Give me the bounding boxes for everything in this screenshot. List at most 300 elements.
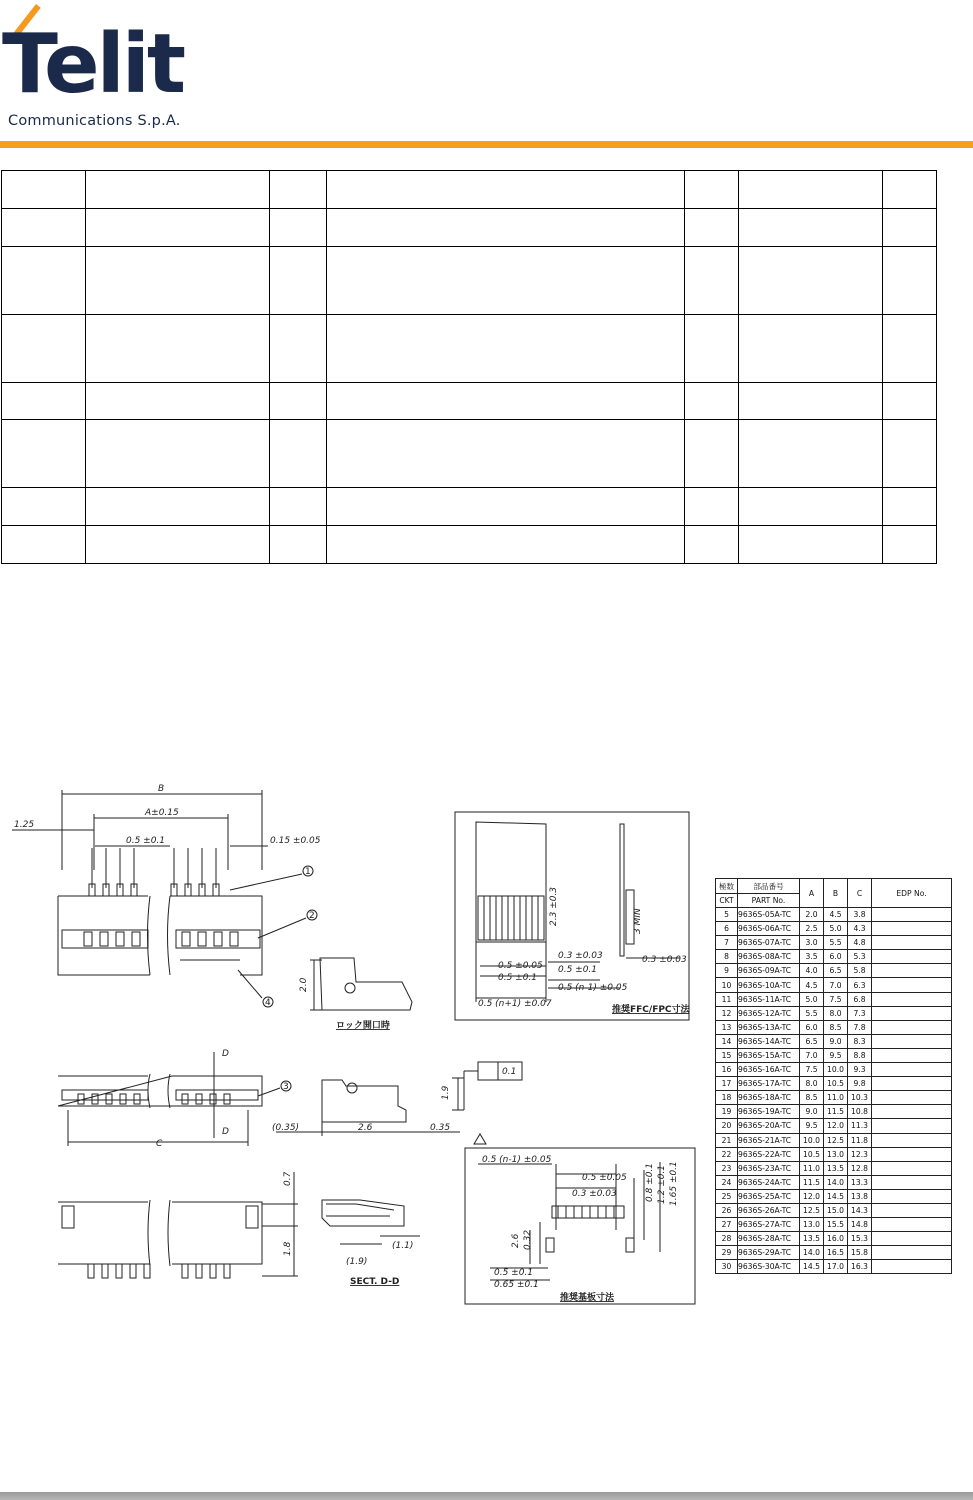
revision-table-cell xyxy=(327,171,685,209)
revision-table-cell xyxy=(270,315,327,383)
revision-table-cell xyxy=(739,247,883,315)
part-cell: 6.0 xyxy=(824,950,848,964)
part-cell: 3.5 xyxy=(800,950,824,964)
part-cell: 3.0 xyxy=(800,936,824,950)
part-cell: 9636S-30A-TC xyxy=(738,1260,800,1274)
part-cell: 9.5 xyxy=(800,1119,824,1133)
pcb-dim-0-65: 0.65 ±0.1 xyxy=(494,1280,539,1290)
revision-table-cell xyxy=(327,420,685,488)
part-row xyxy=(716,1246,952,1260)
revision-table-cell xyxy=(270,209,327,247)
part-cell xyxy=(872,1203,952,1217)
fpc-dim-0-5-b: 0.5 ±0.1 xyxy=(558,965,598,975)
fpc-dim-0-3-b: 0.3 ±0.03 xyxy=(642,955,687,965)
callout-1: 1 xyxy=(305,867,311,877)
part-cell: 9636S-16A-TC xyxy=(738,1063,800,1077)
part-cell: 8.0 xyxy=(824,1006,848,1020)
revision-table-cell xyxy=(685,209,739,247)
revision-table-cell xyxy=(327,488,685,526)
part-cell: 9636S-24A-TC xyxy=(738,1175,800,1189)
revision-table-cell xyxy=(2,383,86,420)
part-cell xyxy=(872,1048,952,1062)
part-cell: 13 xyxy=(716,1020,738,1034)
part-cell: 9636S-21A-TC xyxy=(738,1133,800,1147)
part-cell xyxy=(872,950,952,964)
part-cell xyxy=(872,1119,952,1133)
revision-table-cell xyxy=(270,488,327,526)
part-cell: 10.0 xyxy=(824,1063,848,1077)
part-cell: 7.5 xyxy=(800,1063,824,1077)
callout-4: 4 xyxy=(265,998,271,1008)
part-cell: 9636S-17A-TC xyxy=(738,1077,800,1091)
part-cell: 25 xyxy=(716,1189,738,1203)
dim-2-0: 2.0 xyxy=(299,977,309,992)
header-edp: EDP No. xyxy=(872,879,952,908)
revision-table-cell xyxy=(2,315,86,383)
part-cell xyxy=(872,936,952,950)
part-cell: 21 xyxy=(716,1133,738,1147)
part-cell xyxy=(872,908,952,922)
part-cell: 9636S-23A-TC xyxy=(738,1161,800,1175)
part-cell: 2.5 xyxy=(800,922,824,936)
part-cell: 15.3 xyxy=(848,1232,872,1246)
dim-1-25: 1.25 xyxy=(14,820,35,830)
part-number-table xyxy=(715,878,952,1274)
part-cell: 10 xyxy=(716,978,738,992)
part-cell: 6.8 xyxy=(848,992,872,1006)
revision-table-cell xyxy=(883,247,937,315)
fpc-dim-3-min: 3 MIN xyxy=(633,908,643,934)
part-cell: 9.0 xyxy=(800,1105,824,1119)
revision-table-cell xyxy=(883,420,937,488)
part-cell xyxy=(872,1161,952,1175)
part-cell: 5.0 xyxy=(824,922,848,936)
part-cell: 14.0 xyxy=(800,1246,824,1260)
header-c: C xyxy=(848,879,872,908)
part-cell: 10.3 xyxy=(848,1091,872,1105)
part-cell: 11.0 xyxy=(824,1091,848,1105)
revision-table-cell xyxy=(685,315,739,383)
revision-table-cell xyxy=(685,247,739,315)
part-cell: 14.5 xyxy=(824,1189,848,1203)
part-cell xyxy=(872,992,952,1006)
part-cell: 7.0 xyxy=(824,978,848,992)
revision-table-cell xyxy=(739,171,883,209)
dim-0-35-ref: (0.35) xyxy=(272,1123,300,1133)
part-cell: 14.5 xyxy=(800,1260,824,1274)
part-cell: 7.8 xyxy=(848,1020,872,1034)
part-cell xyxy=(872,1147,952,1161)
revision-table-cell xyxy=(270,526,327,564)
fpc-label: 推奨FFC/FPC寸法 xyxy=(612,1005,690,1015)
part-cell: 4.5 xyxy=(824,908,848,922)
part-cell: 9636S-11A-TC xyxy=(738,992,800,1006)
part-cell: 10.0 xyxy=(800,1133,824,1147)
dim-pitch: 0.5 ±0.1 xyxy=(126,836,166,846)
dim-0-35: 0.35 xyxy=(430,1123,451,1133)
part-cell xyxy=(872,1020,952,1034)
pcb-dim-0-5: 0.5 ±0.05 xyxy=(582,1173,627,1183)
part-row xyxy=(716,1119,952,1133)
part-cell: 27 xyxy=(716,1218,738,1232)
part-row xyxy=(716,964,952,978)
revision-table-cell xyxy=(739,488,883,526)
part-cell: 22 xyxy=(716,1147,738,1161)
revision-table-row xyxy=(2,315,937,383)
part-cell: 17 xyxy=(716,1077,738,1091)
part-cell: 12.0 xyxy=(800,1189,824,1203)
dim-b: B xyxy=(158,784,165,794)
part-cell: 11.0 xyxy=(800,1161,824,1175)
part-cell: 10.5 xyxy=(824,1077,848,1091)
revision-table-cell xyxy=(685,171,739,209)
part-row xyxy=(716,1189,952,1203)
part-cell xyxy=(872,922,952,936)
part-cell: 9.5 xyxy=(824,1048,848,1062)
revision-table-cell xyxy=(883,488,937,526)
part-cell: 10.5 xyxy=(800,1147,824,1161)
revision-table-row xyxy=(2,171,937,209)
fpc-dim-0-5-a: 0.5 ±0.05 xyxy=(498,961,543,971)
part-cell: 5.3 xyxy=(848,950,872,964)
revision-table-cell xyxy=(86,209,270,247)
part-row xyxy=(716,978,952,992)
part-row xyxy=(716,1161,952,1175)
section-d-d-label: SECT. D-D xyxy=(350,1277,400,1287)
part-cell: 7.0 xyxy=(800,1048,824,1062)
part-cell: 13.3 xyxy=(848,1175,872,1189)
part-cell: 6 xyxy=(716,922,738,936)
part-cell: 30 xyxy=(716,1260,738,1274)
pcb-dim-pitch-n: 0.5 (n-1) ±0.05 xyxy=(482,1155,552,1165)
part-cell: 7.3 xyxy=(848,1006,872,1020)
revision-table-cell xyxy=(2,171,86,209)
part-cell: 11 xyxy=(716,992,738,1006)
revision-table-cell xyxy=(685,383,739,420)
revision-table-cell xyxy=(270,171,327,209)
part-cell xyxy=(872,1034,952,1048)
revision-table-cell xyxy=(86,315,270,383)
label-d-top: D xyxy=(222,1049,229,1059)
revision-table-cell xyxy=(2,247,86,315)
fpc-dim-0-3: 0.3 ±0.03 xyxy=(558,951,603,961)
pcb-dim-0-5-b: 0.5 ±0.1 xyxy=(494,1268,534,1278)
revision-table xyxy=(1,170,937,564)
part-cell: 4.3 xyxy=(848,922,872,936)
part-cell: 9636S-09A-TC xyxy=(738,964,800,978)
part-row xyxy=(716,908,952,922)
pcb-dim-1-2: 1.2 ±0.1 xyxy=(657,1164,667,1204)
revision-table-cell xyxy=(739,383,883,420)
revision-table-cell xyxy=(883,526,937,564)
revision-table-cell xyxy=(327,315,685,383)
dim-c: C xyxy=(156,1139,163,1149)
part-cell: 15.5 xyxy=(824,1218,848,1232)
header-divider xyxy=(0,141,973,148)
part-row xyxy=(716,950,952,964)
part-cell: 12.5 xyxy=(824,1133,848,1147)
dim-1-1-ref: (1.1) xyxy=(392,1241,414,1251)
part-row xyxy=(716,1006,952,1020)
header-part-no: 部品番号 xyxy=(738,879,800,894)
part-cell xyxy=(872,1246,952,1260)
part-cell: 9636S-27A-TC xyxy=(738,1218,800,1232)
part-row xyxy=(716,1203,952,1217)
dim-1-8: 1.8 xyxy=(283,1241,293,1256)
part-cell: 9636S-28A-TC xyxy=(738,1232,800,1246)
header-b: B xyxy=(824,879,848,908)
part-cell: 11.5 xyxy=(824,1105,848,1119)
part-cell: 15 xyxy=(716,1048,738,1062)
revision-table-cell xyxy=(2,420,86,488)
flatness-value: 0.1 xyxy=(502,1067,517,1077)
part-cell: 16.0 xyxy=(824,1232,848,1246)
revision-table-cell xyxy=(86,247,270,315)
part-row xyxy=(716,1260,952,1274)
part-cell: 4.0 xyxy=(800,964,824,978)
part-cell: 9636S-22A-TC xyxy=(738,1147,800,1161)
part-cell xyxy=(872,978,952,992)
pcb-label: 推奨基板寸法 xyxy=(560,1293,615,1303)
part-row xyxy=(716,1232,952,1246)
revision-table-cell xyxy=(270,420,327,488)
part-cell xyxy=(872,1218,952,1232)
part-cell: 26 xyxy=(716,1203,738,1217)
part-cell: 13.0 xyxy=(824,1147,848,1161)
part-cell xyxy=(872,1006,952,1020)
revision-table-cell xyxy=(86,171,270,209)
part-cell: 4.5 xyxy=(800,978,824,992)
callout-2: 2 xyxy=(309,911,315,921)
part-cell: 3.8 xyxy=(848,908,872,922)
part-cell: 8.3 xyxy=(848,1034,872,1048)
pcb-dim-0-32: 0.32 xyxy=(523,1229,533,1250)
part-cell: 9636S-20A-TC xyxy=(738,1119,800,1133)
part-cell xyxy=(872,1189,952,1203)
revision-table-cell xyxy=(739,526,883,564)
part-cell: 9.8 xyxy=(848,1077,872,1091)
part-cell: 23 xyxy=(716,1161,738,1175)
header-part-no-en: PART No. xyxy=(738,894,800,908)
part-row xyxy=(716,1063,952,1077)
part-cell: 16.3 xyxy=(848,1260,872,1274)
header-a: A xyxy=(800,879,824,908)
part-cell: 8 xyxy=(716,950,738,964)
part-cell: 5.5 xyxy=(824,936,848,950)
revision-table-cell xyxy=(685,420,739,488)
part-cell: 16.5 xyxy=(824,1246,848,1260)
part-cell: 12 xyxy=(716,1006,738,1020)
part-cell: 11.5 xyxy=(800,1175,824,1189)
revision-table-cell xyxy=(883,383,937,420)
revision-table-cell xyxy=(883,171,937,209)
part-cell xyxy=(872,1077,952,1091)
revision-table-row xyxy=(2,383,937,420)
part-cell: 9636S-25A-TC xyxy=(738,1189,800,1203)
part-cell: 9636S-10A-TC xyxy=(738,978,800,992)
dim-0-15: 0.15 ±0.05 xyxy=(270,836,321,846)
part-cell: 6.5 xyxy=(800,1034,824,1048)
revision-table-cell xyxy=(327,247,685,315)
part-cell: 5.0 xyxy=(800,992,824,1006)
part-cell: 9636S-13A-TC xyxy=(738,1020,800,1034)
part-cell: 13.8 xyxy=(848,1189,872,1203)
part-cell: 9636S-14A-TC xyxy=(738,1034,800,1048)
part-row xyxy=(716,1034,952,1048)
part-cell: 9636S-06A-TC xyxy=(738,922,800,936)
dim-2-6: 2.6 xyxy=(358,1123,373,1133)
revision-table-cell xyxy=(2,526,86,564)
part-cell: 19 xyxy=(716,1105,738,1119)
revision-table-cell xyxy=(86,383,270,420)
part-cell xyxy=(872,1175,952,1189)
part-cell: 9636S-08A-TC xyxy=(738,950,800,964)
part-cell: 9636S-12A-TC xyxy=(738,1006,800,1020)
revision-table-cell xyxy=(739,209,883,247)
pcb-dim-1-65: 1.65 ±0.1 xyxy=(669,1161,679,1206)
revision-table-cell xyxy=(270,383,327,420)
part-cell: 9636S-18A-TC xyxy=(738,1091,800,1105)
part-row xyxy=(716,1077,952,1091)
part-cell: 5.5 xyxy=(800,1006,824,1020)
part-cell: 13.5 xyxy=(824,1161,848,1175)
part-cell xyxy=(872,1133,952,1147)
callout-3: 3 xyxy=(283,1082,289,1092)
part-cell: 9.0 xyxy=(824,1034,848,1048)
part-cell: 12.8 xyxy=(848,1161,872,1175)
part-cell: 6.3 xyxy=(848,978,872,992)
revision-table-cell xyxy=(327,526,685,564)
revision-table-row xyxy=(2,247,937,315)
part-row xyxy=(716,1091,952,1105)
part-table-header xyxy=(716,879,952,894)
revision-table-cell xyxy=(86,420,270,488)
dim-0-7: 0.7 xyxy=(283,1171,293,1186)
part-cell: 15.8 xyxy=(848,1246,872,1260)
part-cell: 7 xyxy=(716,936,738,950)
part-cell: 12.0 xyxy=(824,1119,848,1133)
part-cell: 14.3 xyxy=(848,1203,872,1217)
part-row xyxy=(716,1175,952,1189)
logo-wordmark: Telit xyxy=(2,17,184,112)
part-cell: 10.8 xyxy=(848,1105,872,1119)
part-cell: 18 xyxy=(716,1091,738,1105)
logo-subtitle: Communications S.p.A. xyxy=(8,113,181,129)
revision-table-cell xyxy=(883,315,937,383)
fpc-dim-total: 0.5 (n+1) ±0.07 xyxy=(478,999,552,1009)
part-cell xyxy=(872,1091,952,1105)
revision-table-cell xyxy=(2,209,86,247)
telit-logo xyxy=(0,0,200,135)
part-cell: 28 xyxy=(716,1232,738,1246)
part-cell: 14.8 xyxy=(848,1218,872,1232)
part-row xyxy=(716,1147,952,1161)
revision-table-row xyxy=(2,526,937,564)
pcb-dim-0-8: 0.8 ±0.1 xyxy=(645,1162,655,1202)
part-cell xyxy=(872,1105,952,1119)
part-cell: 29 xyxy=(716,1246,738,1260)
fpc-dim-pitch-n: 0.5 (n-1) ±0.05 xyxy=(558,983,628,993)
revision-table-cell xyxy=(685,488,739,526)
part-row xyxy=(716,1048,952,1062)
revision-table-cell xyxy=(739,420,883,488)
part-cell: 8.8 xyxy=(848,1048,872,1062)
part-cell: 12.5 xyxy=(800,1203,824,1217)
part-row xyxy=(716,1218,952,1232)
part-row xyxy=(716,1020,952,1034)
part-cell: 2.0 xyxy=(800,908,824,922)
part-cell: 13.5 xyxy=(800,1232,824,1246)
revision-table-cell xyxy=(327,383,685,420)
revision-table-cell xyxy=(685,526,739,564)
part-cell xyxy=(872,964,952,978)
dim-a: A±0.15 xyxy=(145,808,179,818)
header-ckt: CKT xyxy=(716,894,738,908)
fpc-dim-2-3: 2.3 ±0.3 xyxy=(549,886,559,926)
part-cell xyxy=(872,1063,952,1077)
part-cell xyxy=(872,1232,952,1246)
fpc-dim-0-5-c: 0.5 ±0.1 xyxy=(498,973,538,983)
part-cell: 17.0 xyxy=(824,1260,848,1274)
part-cell: 24 xyxy=(716,1175,738,1189)
part-row xyxy=(716,1133,952,1147)
part-cell: 9.3 xyxy=(848,1063,872,1077)
part-row xyxy=(716,1105,952,1119)
part-cell: 9636S-29A-TC xyxy=(738,1246,800,1260)
part-cell: 5.8 xyxy=(848,964,872,978)
part-cell: 11.3 xyxy=(848,1119,872,1133)
pcb-dim-2-6: 2.6 xyxy=(511,1233,521,1248)
dim-1-9: 1.9 xyxy=(441,1085,451,1100)
label-d-bottom: D xyxy=(222,1127,229,1137)
part-cell: 9636S-19A-TC xyxy=(738,1105,800,1119)
part-cell: 16 xyxy=(716,1063,738,1077)
part-cell: 20 xyxy=(716,1119,738,1133)
part-cell: 9636S-05A-TC xyxy=(738,908,800,922)
part-cell: 9 xyxy=(716,964,738,978)
part-cell: 7.5 xyxy=(824,992,848,1006)
part-cell: 9636S-26A-TC xyxy=(738,1203,800,1217)
header-circuits: 極数 xyxy=(716,879,738,894)
revision-table-row xyxy=(2,488,937,526)
revision-table-cell xyxy=(86,488,270,526)
part-cell: 9636S-15A-TC xyxy=(738,1048,800,1062)
footer-bar xyxy=(0,1492,973,1500)
part-cell: 15.0 xyxy=(824,1203,848,1217)
part-cell: 4.8 xyxy=(848,936,872,950)
dim-1-9-ref: (1.9) xyxy=(346,1257,368,1267)
part-cell: 14 xyxy=(716,1034,738,1048)
part-cell: 8.5 xyxy=(824,1020,848,1034)
part-row xyxy=(716,936,952,950)
part-cell: 5 xyxy=(716,908,738,922)
part-cell: 11.8 xyxy=(848,1133,872,1147)
lock-open-label: ロック開口時 xyxy=(336,1021,390,1031)
part-cell: 6.0 xyxy=(800,1020,824,1034)
revision-table-cell xyxy=(739,315,883,383)
part-cell: 8.0 xyxy=(800,1077,824,1091)
part-cell: 12.3 xyxy=(848,1147,872,1161)
revision-table-cell xyxy=(86,526,270,564)
part-cell: 13.0 xyxy=(800,1218,824,1232)
part-cell: 14.0 xyxy=(824,1175,848,1189)
revision-table-cell xyxy=(270,247,327,315)
part-cell xyxy=(872,1260,952,1274)
part-row xyxy=(716,922,952,936)
part-row xyxy=(716,992,952,1006)
revision-table-cell xyxy=(883,209,937,247)
revision-table-row xyxy=(2,209,937,247)
